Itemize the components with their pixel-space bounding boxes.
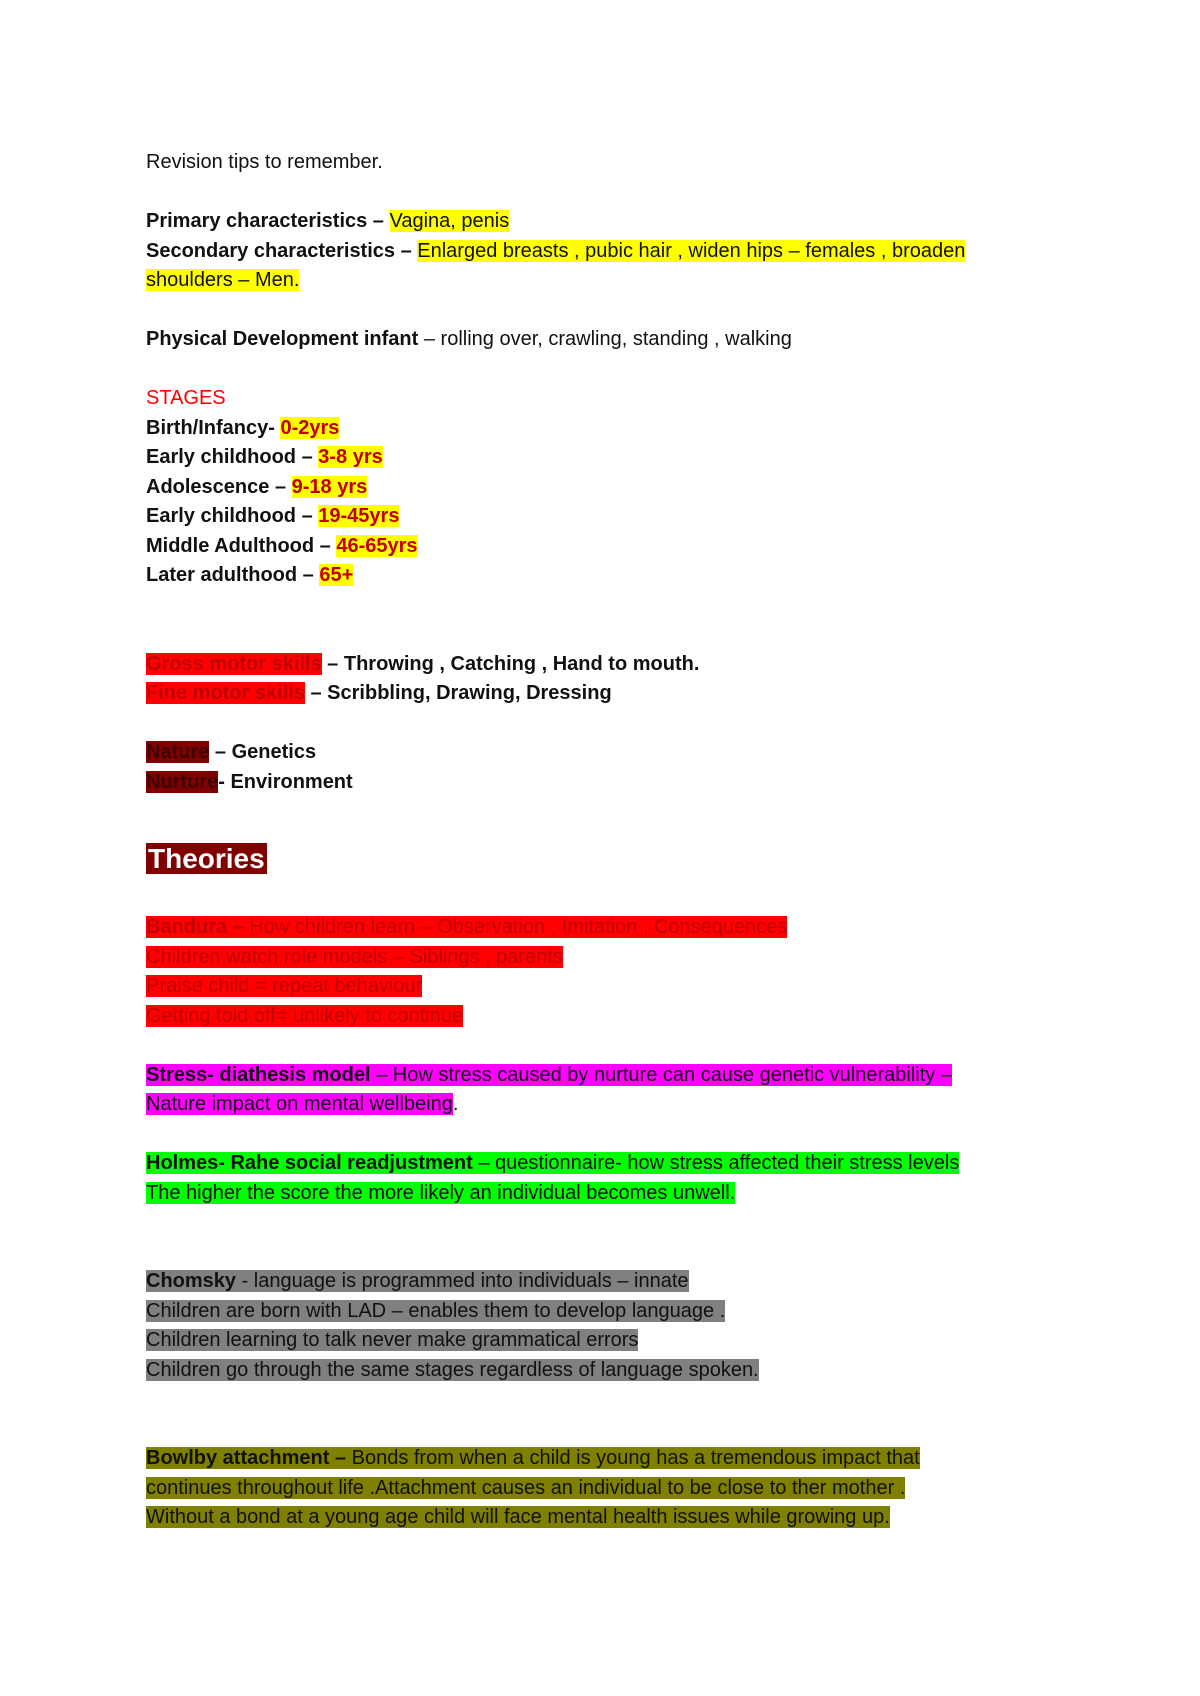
theories-title: Theories <box>148 843 265 874</box>
bandura-line-3 <box>146 972 1066 1002</box>
stress-tail: . <box>452 1093 459 1115</box>
stage-label: Later adulthood – <box>146 564 320 586</box>
gross-motor-value: – Throwing , Catching , Hand to mouth. <box>321 652 700 675</box>
stage-item <box>146 473 1066 503</box>
intro-text: Revision tips to remember. <box>146 151 383 173</box>
stage-item <box>146 443 1066 473</box>
nature-label: Nature <box>146 741 210 763</box>
bandura-line-2 <box>146 943 1066 973</box>
secondary-value-line1: Enlarged breasts , pubic hair , widen hips – females , broaden <box>417 239 966 262</box>
chomsky-text: Children are born with LAD – enables them to develop language . <box>146 1299 726 1322</box>
physical-label: Physical Development infant <box>146 328 419 350</box>
nature-line <box>146 738 1066 768</box>
chomsky-line-4 <box>146 1356 1066 1386</box>
stage-value: 3-8 yrs <box>318 446 383 468</box>
fine-motor-value: – Scribbling, Drawing, Dressing <box>304 682 612 704</box>
stage-label: Middle Adulthood – <box>146 534 337 557</box>
holmes-name: Holmes- Rahe social readjustment <box>146 1152 473 1174</box>
physical-value: – rolling over, crawling, standing , walking <box>418 328 792 350</box>
physical-development <box>146 325 1066 355</box>
stage-value: 9-18 yrs <box>291 475 368 498</box>
holmes-text: The higher the score the more likely an individual becomes unwell. <box>146 1181 736 1204</box>
fine-motor-skills <box>146 679 1066 709</box>
stage-item <box>146 532 1066 562</box>
stress-text: Nature impact on mental wellbeing <box>146 1093 453 1115</box>
stress-name: Stress- diathesis model <box>146 1063 371 1086</box>
stage-value: 0-2yrs <box>280 416 340 439</box>
chomsky-line-3 <box>146 1326 1066 1356</box>
stage-label: Early childhood – <box>146 446 319 468</box>
secondary-value-line2: shoulders – Men. <box>146 269 300 291</box>
secondary-characteristics-cont <box>146 266 1066 296</box>
bandura-line-4 <box>146 1002 1066 1032</box>
gross-motor-label: Gross motor skills <box>146 652 322 675</box>
bandura-name: Bandura – <box>146 916 250 938</box>
nurture-label: Nurture <box>146 770 219 793</box>
stage-value: 65+ <box>319 564 354 586</box>
stage-value: 19-45yrs <box>318 505 400 527</box>
holmes-text: – questionnaire- how stress affected their stress levels <box>472 1152 960 1174</box>
bandura-line-1 <box>146 913 1066 943</box>
stage-label: Birth/Infancy- <box>146 416 281 439</box>
bowlby-text: Bonds from when a child is young has a tremendous impact that <box>351 1447 920 1469</box>
chomsky-name: Chomsky <box>146 1270 237 1292</box>
chomsky-text: - language is programmed into individuals – innate <box>236 1270 689 1292</box>
stress-line-1 <box>146 1061 1066 1091</box>
primary-characteristics <box>146 207 1066 237</box>
nurture-value: - Environment <box>218 770 353 793</box>
secondary-label: Secondary characteristics – <box>146 239 418 262</box>
holmes-line-1 <box>146 1149 1066 1179</box>
bandura-text: Getting told off= unlikely to continue <box>146 1004 464 1027</box>
stages-heading: STAGES <box>146 387 226 409</box>
bandura-text: Praise child = repeat behaviour <box>146 975 423 997</box>
stress-line-2 <box>146 1090 1066 1120</box>
stage-value: 46-65yrs <box>336 534 418 557</box>
secondary-characteristics <box>146 237 1066 267</box>
theories-heading <box>146 837 1066 881</box>
bowlby-text: Without a bond at a young age child will face mental health issues while growing up. <box>146 1506 890 1528</box>
bandura-text: How children learn – Observation , Imitation , Consequences <box>249 916 788 938</box>
gross-motor-skills <box>146 650 1066 680</box>
chomsky-line-1 <box>146 1267 1066 1297</box>
stress-text: – How stress caused by nurture can cause genetic vulnerability – <box>370 1063 952 1086</box>
stage-item <box>146 502 1066 532</box>
chomsky-line-2 <box>146 1297 1066 1327</box>
bowlby-line-2 <box>146 1474 1066 1504</box>
bandura-text: Children watch role models – Siblings , parents <box>146 945 563 968</box>
bowlby-name: Bowlby attachment – <box>146 1447 352 1469</box>
chomsky-text: Children go through the same stages regardless of language spoken. <box>146 1358 759 1381</box>
document-body <box>146 148 1066 1533</box>
nature-value: – Genetics <box>209 741 317 763</box>
primary-value: Vagina, penis <box>389 210 510 232</box>
stage-item <box>146 414 1066 444</box>
bowlby-line-3 <box>146 1503 1066 1533</box>
stage-item <box>146 561 1066 591</box>
nurture-line <box>146 768 1066 798</box>
stage-label: Adolescence – <box>146 475 292 498</box>
bowlby-line-1 <box>146 1444 1066 1474</box>
chomsky-text: Children learning to talk never make grammatical errors <box>146 1329 639 1351</box>
holmes-line-2 <box>146 1179 1066 1209</box>
primary-label: Primary characteristics – <box>146 210 390 232</box>
stage-label: Early childhood – <box>146 505 319 527</box>
fine-motor-label: Fine motor skills <box>146 682 305 704</box>
bowlby-text: continues throughout life .Attachment causes an individual to be close to ther mother . <box>146 1476 906 1499</box>
